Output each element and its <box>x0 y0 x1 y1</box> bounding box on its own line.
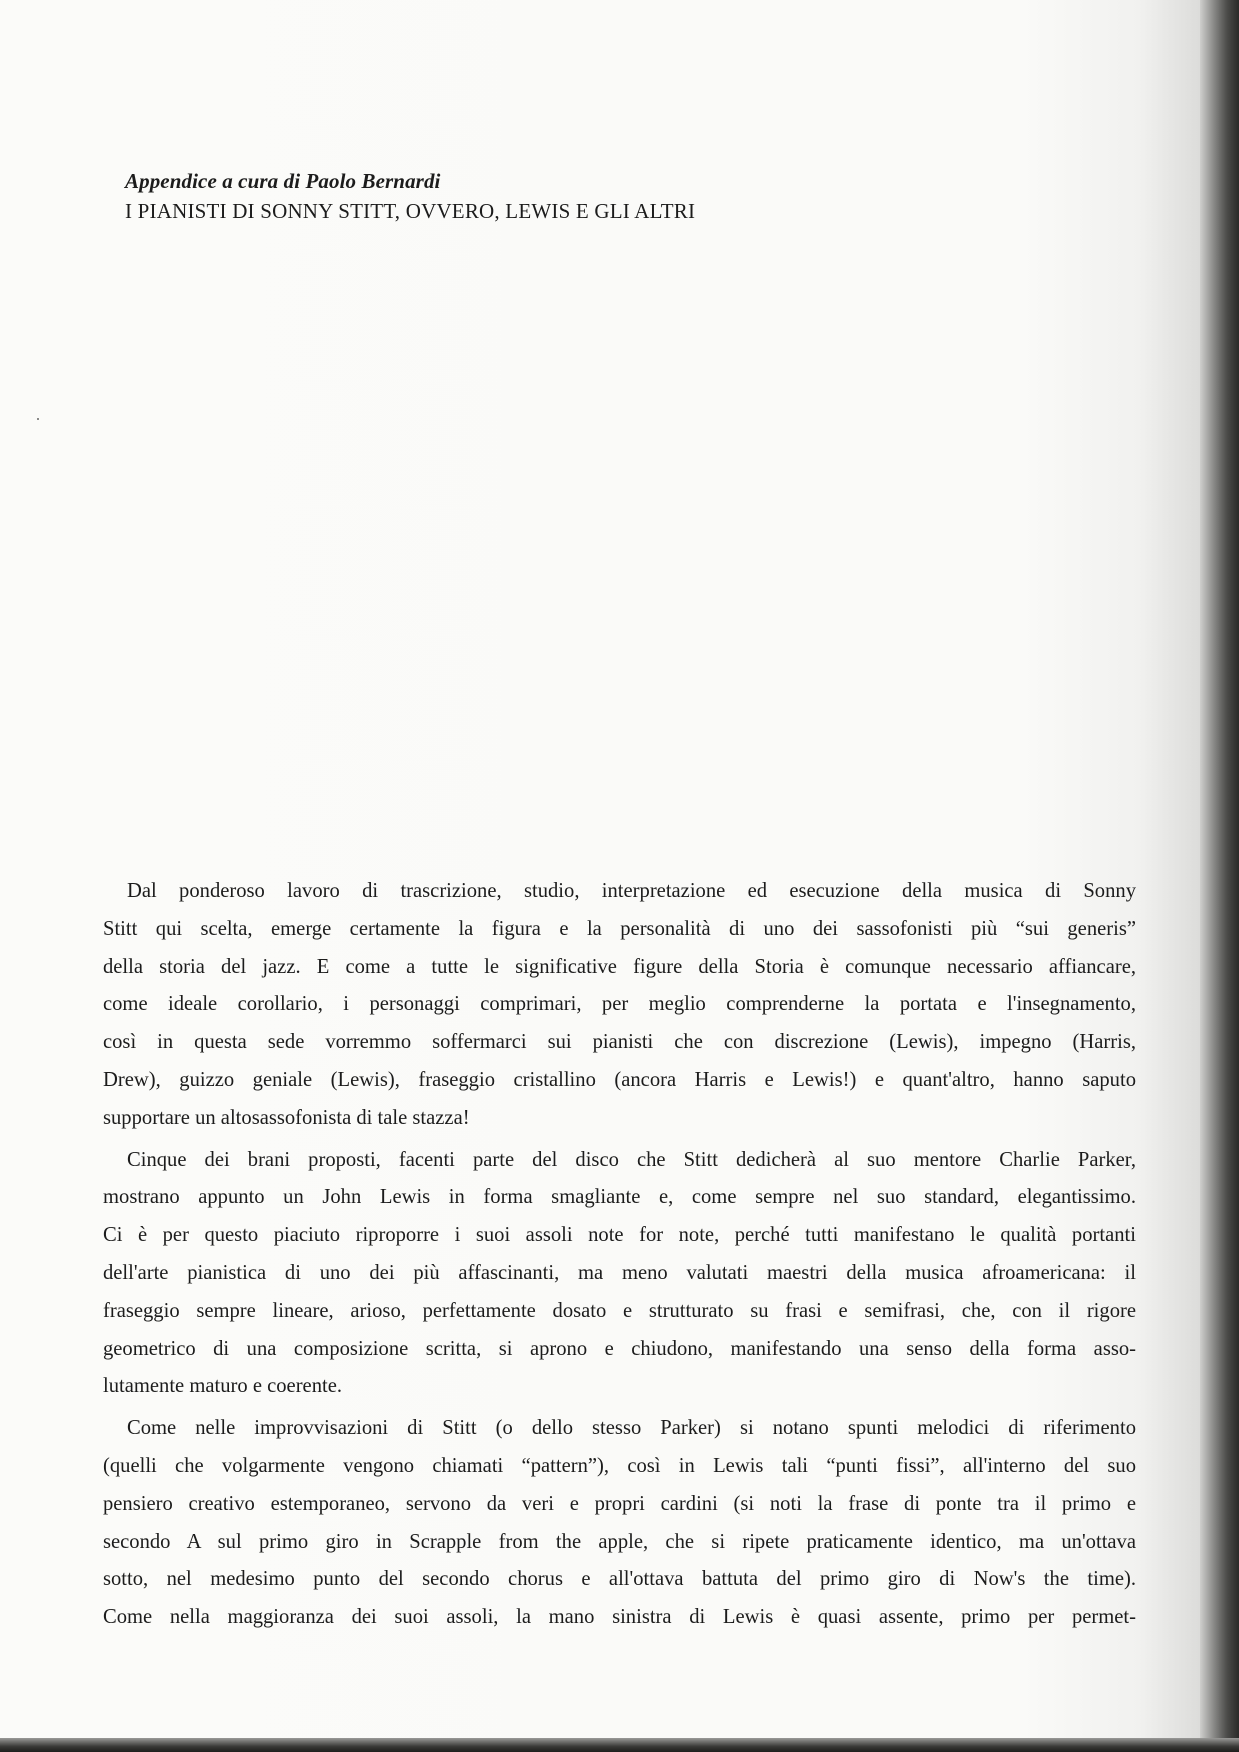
text-line: geometrico di una composizione scritta, si aprono e chiudono, manifestando una senso della forma asso- <box>103 1337 1136 1360</box>
page-bottom-edge <box>0 1738 1239 1752</box>
text-line: come ideale corollario, i personaggi comprimari, per meglio comprenderne la portata e l'insegnamento, <box>103 993 1136 1016</box>
appendix-title: I PIANISTI DI SONNY STITT, OVVERO, LEWIS E GLI ALTRI <box>125 199 696 223</box>
text-line: Cinque dei brani proposti, facenti parte del disco che Stitt dedicherà al suo mentore Charlie Parker, <box>127 1148 1136 1171</box>
text-line: Come nelle improvvisazioni di Stitt (o dello stesso Parker) si notano spunti melodici di riferimento <box>127 1417 1136 1440</box>
text-line: Dal ponderoso lavoro di trascrizione, studio, interpretazione ed esecuzione della musica di Sonny <box>127 880 1136 902</box>
text-line: mostrano appunto un John Lewis in forma smagliante e, come sempre nel suo standard, elegantissimo. <box>103 1186 1136 1209</box>
stray-ink-dot <box>37 418 39 420</box>
text-line: Stitt qui scelta, emerge certamente la figura e la personalità di uno dei sassofonisti più “sui generis” <box>103 917 1136 940</box>
text-line: fraseggio sempre lineare, arioso, perfettamente dosato e strutturato su frasi e semifrasi, che, con il rigore <box>103 1299 1136 1322</box>
text-line: (quelli che volgarmente vengono chiamati “pattern”), così in Lewis tali “punti fissi”, all'interno del suo <box>103 1454 1136 1477</box>
body-text <box>103 873 1136 1637</box>
paragraph-2 <box>103 1142 1136 1407</box>
text-line: sotto, nel medesimo punto del secondo chorus e all'ottava battuta del primo giro di Now's the time). <box>103 1568 1136 1591</box>
text-line: secondo A sul primo giro in Scrapple from the apple, che si ripete praticamente identico, ma un'ottava <box>103 1530 1136 1553</box>
paragraph-3 <box>103 1410 1136 1637</box>
text-line: Come nella maggioranza dei suoi assoli, la mano sinistra di Lewis è quasi assente, primo per permet- <box>103 1606 1136 1629</box>
text-line: pensiero creativo estemporaneo, servono da veri e propri cardini (si noti la frase di ponte tra il primo e <box>103 1492 1136 1515</box>
paragraph-1 <box>103 873 1136 1138</box>
text-line: Drew), guizzo geniale (Lewis), fraseggio cristallino (ancora Harris e Lewis!) e quant'altro, hanno saputo <box>103 1068 1136 1091</box>
text-line: supportare un altosassofonista di tale stazza! <box>103 1106 470 1129</box>
text-line: lutamente maturo e coerente. <box>103 1375 343 1398</box>
text-line: così in questa sede vorremmo soffermarci sui pianisti che con discrezione (Lewis), impegno (Harris, <box>103 1031 1136 1054</box>
book-spine-shadow <box>1200 0 1239 1752</box>
text-line: Ci è per questo piaciuto riproporre i suoi assoli note for note, perché tutti manifestano le qualità portanti <box>103 1224 1136 1247</box>
appendix-credit: Appendice a cura di Paolo Bernardi <box>125 169 441 193</box>
text-line: della storia del jazz. E come a tutte le significative figure della Storia è comunque necessario affiancare, <box>103 955 1136 978</box>
appendix-header <box>125 167 1025 225</box>
text-line: dell'arte pianistica di uno dei più affascinanti, ma meno valutati maestri della musica afroamericana: il <box>103 1261 1136 1284</box>
